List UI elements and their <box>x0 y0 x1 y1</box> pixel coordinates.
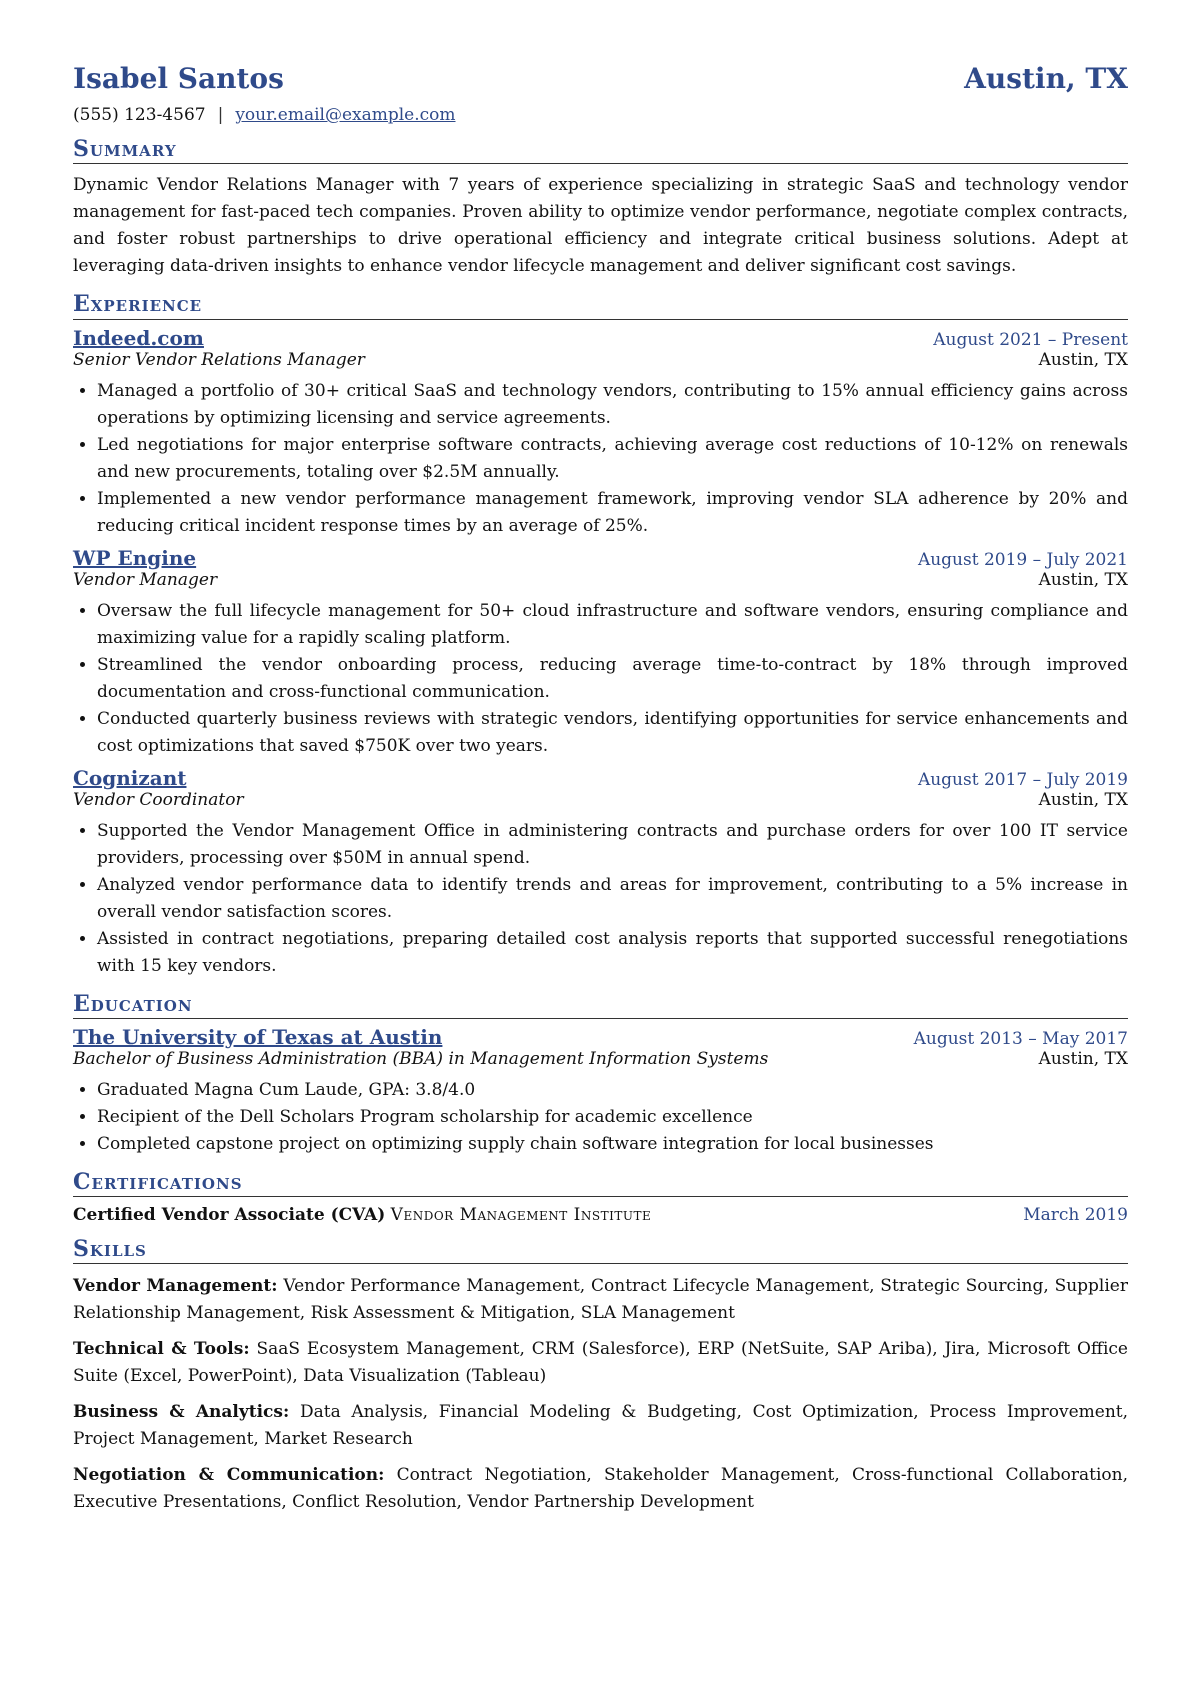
skill-items: Data Analysis, Financial Modeling & Budgeting, Cost Optimization, Process Improvement, Project Management, Market Research <box>73 1402 1129 1450</box>
bullet-item: • Analyzed vendor performance data to identify trends and areas for improvement, contributing to a 5% increase in overall vendor satisfaction scores. <box>97 872 1128 926</box>
bullet-item: • Assisted in contract negotiations, preparing detailed cost analysis reports that supported successful renegotiations with 15 key vendors. <box>97 926 1128 980</box>
skill-items: Contract Negotiation, Stakeholder Management, Cross-functional Collaboration, Executive Presentations, Conflict Resolution, Vendor Partnership Development <box>73 1465 1128 1513</box>
job-dates: August 2017 – July 2019 <box>917 769 1128 790</box>
skill-group <box>73 1336 1128 1390</box>
company-link[interactable]: Indeed.com <box>73 325 204 350</box>
certifications-heading: Certifications <box>73 1170 1128 1197</box>
skill-category: Business & Analytics: <box>73 1402 290 1423</box>
certification-date: March 2019 <box>1023 1205 1128 1226</box>
bullet-item: • Led negotiations for major enterprise software contracts, achieving average cost reductions of 10-12% on renewals and new procurements, totaling over $2.5M annually. <box>97 432 1128 486</box>
education-entry <box>73 1025 1128 1158</box>
certification-item <box>73 1205 1128 1225</box>
skill-group <box>73 1399 1128 1453</box>
education-dates: August 2013 – May 2017 <box>913 1028 1128 1049</box>
phone-number: (555) 123-4567 <box>73 105 206 125</box>
skill-items: SaaS Ecosystem Management, CRM (Salesforce), ERP (NetSuite, SAP Ariba), Jira, Microsoft Office Suite (Excel, PowerPoint), Data Visualization (Tableau) <box>73 1339 1128 1387</box>
education-location: Austin, TX <box>1038 1048 1128 1069</box>
bullet-item: • Implemented a new vendor performance management framework, improving vendor SLA adherence by 20% and reducing critical incident response times by an average of 25%. <box>97 486 1128 540</box>
job-location: Austin, TX <box>1038 569 1128 590</box>
school-link[interactable]: The University of Texas at Austin <box>73 1024 443 1049</box>
skill-category: Technical & Tools: <box>73 1339 250 1360</box>
certification-name: Certified Vendor Associate (CVA) <box>73 1205 386 1226</box>
experience-entry <box>73 766 1128 980</box>
education-bullets <box>73 1077 1128 1158</box>
job-title: Vendor Manager <box>73 569 218 590</box>
education-heading: Education <box>73 992 1128 1019</box>
summary-text: Dynamic Vendor Relations Manager with 7 years of experience specializing in strategic SaaS and technology vendor management for fast-paced tech companies. Proven ability to optimize vendor performance, negotiate complex contracts, and foster robust partnerships to drive operational efficiency and integrate critical business solutions. Adept at leveraging data-driven insights to enhance vendor lifecycle management and deliver significant cost savings. <box>73 175 1128 277</box>
email-link[interactable]: your.email@example.com <box>235 105 456 125</box>
experience-entry <box>73 326 1128 540</box>
bullet-item: • Oversaw the full lifecycle management for 50+ cloud infrastructure and software vendors, ensuring compliance and maximizing value for a rapidly scaling platform. <box>97 598 1128 652</box>
job-bullets <box>73 818 1128 980</box>
summary-heading: Summary <box>73 137 1128 164</box>
bullet-item: • Completed capstone project on optimizing supply chain software integration for local businesses <box>97 1131 1128 1158</box>
skill-group <box>73 1462 1128 1516</box>
job-dates: August 2021 – Present <box>933 329 1128 350</box>
experience-heading: Experience <box>73 292 1128 319</box>
job-bullets <box>73 378 1128 540</box>
candidate-location: Austin, TX <box>964 62 1128 95</box>
skill-category: Vendor Management: <box>73 1276 278 1297</box>
bullet-item: • Streamlined the vendor onboarding process, reducing average time-to-contract by 18% through improved documentation and cross-functional communication. <box>97 652 1128 706</box>
skill-group <box>73 1273 1128 1327</box>
bullet-item: • Supported the Vendor Management Office in administering contracts and purchase orders for over 100 IT service providers, processing over $50M in annual spend. <box>97 818 1128 872</box>
header <box>73 62 1128 95</box>
job-dates: August 2019 – July 2021 <box>917 549 1128 570</box>
skills-heading: Skills <box>73 1237 1128 1264</box>
bullet-item: • Recipient of the Dell Scholars Program scholarship for academic excellence <box>97 1104 1128 1131</box>
candidate-name: Isabel Santos <box>73 62 284 95</box>
job-title: Vendor Coordinator <box>73 789 244 810</box>
job-title: Senior Vendor Relations Manager <box>73 349 365 370</box>
company-link[interactable]: Cognizant <box>73 765 187 790</box>
skill-category: Negotiation & Communication: <box>73 1465 385 1486</box>
job-bullets <box>73 598 1128 760</box>
company-link[interactable]: WP Engine <box>73 545 197 570</box>
skill-items: Vendor Performance Management, Contract Lifecycle Management, Strategic Sourcing, Supplier Relationship Management, Risk Assessment & Mitigation, SLA Management <box>73 1276 1128 1324</box>
experience-entry <box>73 546 1128 760</box>
bullet-item: • Managed a portfolio of 30+ critical SaaS and technology vendors, contributing to 15% annual efficiency gains across operations by optimizing licensing and service agreements. <box>97 378 1128 432</box>
certification-org: Vendor Management Institute <box>390 1205 652 1226</box>
job-location: Austin, TX <box>1038 349 1128 370</box>
degree-title: Bachelor of Business Administration (BBA) in Management Information Systems <box>73 1048 769 1069</box>
contact-line <box>73 105 1128 125</box>
contact-separator: | <box>217 105 224 125</box>
job-location: Austin, TX <box>1038 789 1128 810</box>
bullet-item: • Conducted quarterly business reviews with strategic vendors, identifying opportunities for service enhancements and cost optimizations that saved $750K over two years. <box>97 706 1128 760</box>
bullet-item: • Graduated Magna Cum Laude, GPA: 3.8/4.0 <box>97 1077 1128 1104</box>
